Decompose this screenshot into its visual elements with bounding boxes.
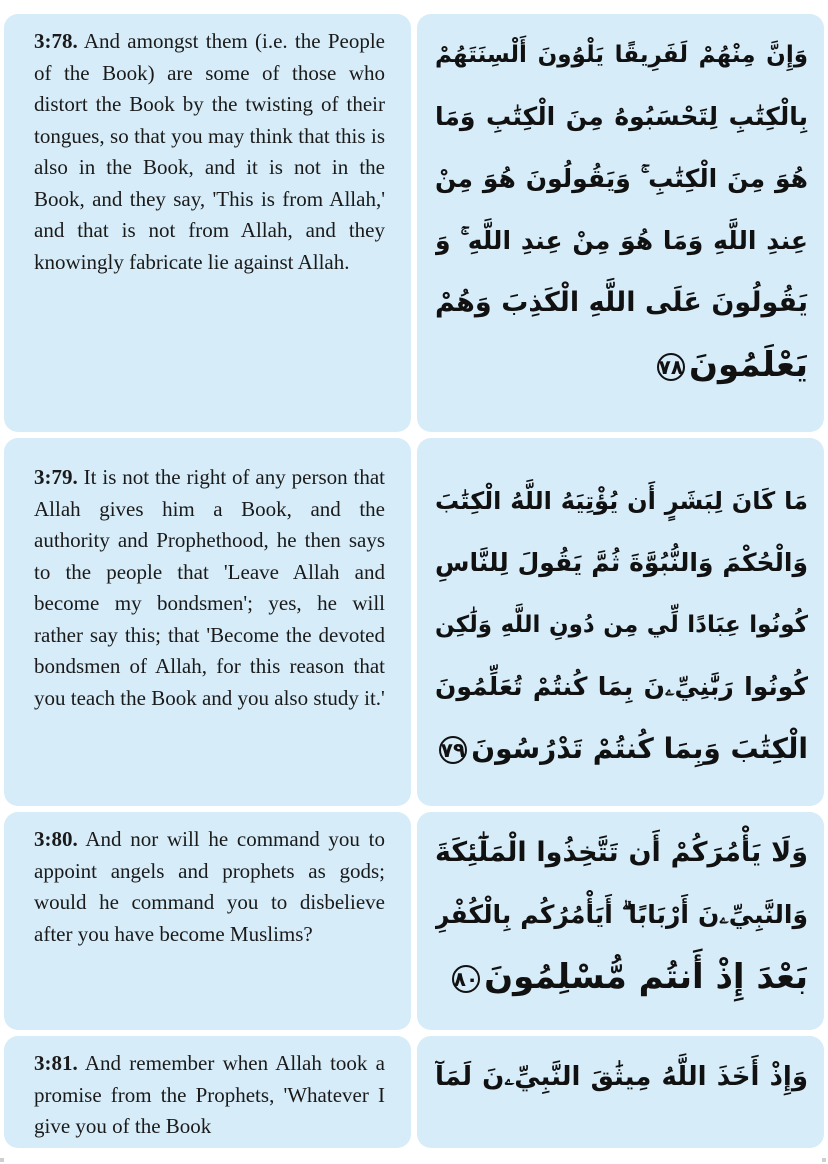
arabic-line: كُونُوا رَبَّٰنِيِّۦنَ بِمَا كُنتُمْ تُعَلِّمُونَ [435, 672, 808, 701]
arabic-line-final [435, 718, 808, 780]
translation-text [34, 1048, 385, 1143]
arabic-line-final [435, 334, 808, 396]
arabic-line: وَالْحُكْمَ وَالنُّبُوَّةَ ثُمَّ يَقُولَ لِلنَّاسِ [435, 548, 808, 577]
verse-ref: 3:78. [34, 29, 78, 53]
translation-body: It is not the right of any person that Allah gives him a Book, and the authority and Prophethood, he then says to the people that 'Leave Allah and become my bondsmen'; yes, he will rather say this; that 'Become the devoted bondsmen of Allah, for this reason that you teach the Book and you also study it.' [34, 465, 386, 710]
translation-card-79 [4, 438, 411, 806]
arabic-card-81 [417, 1036, 824, 1148]
arabic-line: يَقُولُونَ عَلَى اللَّهِ الْكَذِبَ وَهُمْ [435, 287, 808, 318]
arabic-line: كُونُوا عِبَادًا لِّي مِن دُونِ اللَّهِ وَلَٰكِن [435, 612, 808, 638]
arabic-card-79 [417, 438, 824, 806]
translation-text [34, 462, 385, 714]
translation-text [34, 824, 385, 950]
verse-row-78 [4, 14, 824, 432]
arabic-line-final [435, 946, 808, 1008]
arabic-line-text: يَعْلَمُونَ [689, 345, 808, 385]
translation-card-81 [4, 1036, 411, 1148]
arabic-line: وَإِذْ أَخَذَ اللَّهُ مِيثَٰقَ النَّبِيِّۦنَ لَمَآ [435, 1062, 808, 1092]
verse-row-81 [4, 1036, 824, 1148]
verse-ref: 3:80. [34, 827, 78, 851]
verse-number-marker: ٧٩ [440, 738, 466, 762]
arabic-line: بِالْكِتَٰبِ لِتَحْسَبُوهُ مِنَ الْكِتَٰبِ وَمَا [435, 102, 808, 131]
translation-text [34, 26, 385, 278]
corner-mark [0, 1158, 4, 1162]
translation-card-78 [4, 14, 411, 432]
verse-row-80 [4, 812, 824, 1030]
arabic-card-80 [417, 812, 824, 1030]
arabic-card-78 [417, 14, 824, 432]
verse-row-79 [4, 438, 824, 806]
translation-card-80 [4, 812, 411, 1030]
corner-mark [822, 1158, 826, 1162]
arabic-line-text: الْكِتَٰبَ وَبِمَا كُنتُمْ تَدْرُسُونَ [471, 732, 808, 765]
translation-body: And amongst them (i.e. the People of the Book) are some of those who distort the Book by the twisting of their tongues, so that you may think that this is also in the Book, and it is not in the Book, and they say, 'This is from Allah,' and that is not from Allah, and they knowingly fabricate lie against Allah. [34, 29, 386, 274]
verse-number-marker: ٨٠ [453, 966, 479, 991]
verse-ref: 3:81. [34, 1051, 78, 1075]
translation-body: And nor will he command you to appoint angels and prophets as gods; would he command you to disbelieve after you have become Muslims? [34, 827, 386, 946]
arabic-line-text: بَعْدَ إِذْ أَنتُم مُّسْلِمُونَ [484, 957, 808, 997]
arabic-line: هُوَ مِنَ الْكِتَٰبِ ۚ وَيَقُولُونَ هُوَ مِنْ [435, 164, 808, 193]
arabic-line: عِندِ اللَّهِ وَمَا هُوَ مِنْ عِندِ اللَّهِ ۚ وَ [435, 226, 808, 255]
arabic-line: مَا كَانَ لِبَشَرٍ أَن يُؤْتِيَهُ اللَّهُ الْكِتَٰبَ [435, 487, 808, 515]
verse-ref: 3:79. [34, 465, 78, 489]
verse-number-marker: ٧٨ [658, 354, 684, 379]
translation-body: And remember when Allah took a promise from the Prophets, 'Whatever I give you of the Book [34, 1051, 386, 1138]
arabic-line: وَلَا يَأْمُرَكُمْ أَن تَتَّخِذُوا الْمَلَٰٓئِكَةَ [435, 837, 808, 868]
arabic-line: وَإِنَّ مِنْهُمْ لَفَرِيقًا يَلْوُونَ أَلْسِنَتَهُمْ [435, 42, 808, 68]
arabic-line: وَالنَّبِيِّۦنَ أَرْبَابًا ۗ أَيَأْمُرُكُم بِالْكُفْرِ [435, 900, 808, 929]
